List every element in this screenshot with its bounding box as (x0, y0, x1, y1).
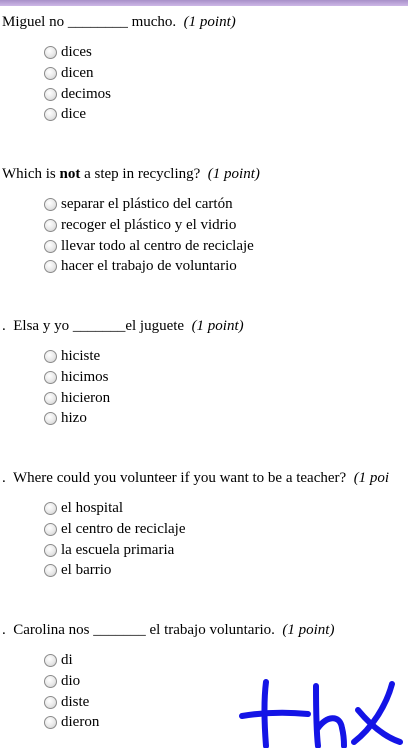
radio-button[interactable] (44, 412, 57, 425)
question-3-points: (1 point) (191, 318, 244, 334)
option-centro[interactable] (44, 519, 186, 539)
option-llevar[interactable] (44, 236, 254, 256)
option-label: separar el plástico del cartón (61, 196, 233, 212)
question-2-prompt-end: a step in recycling? (80, 166, 201, 182)
question-2-prompt-bold: not (59, 166, 81, 182)
option-label: hicimos (61, 369, 109, 385)
radio-button[interactable] (44, 564, 57, 577)
option-hicieron[interactable] (44, 388, 110, 408)
option-recoger[interactable] (44, 215, 236, 235)
radio-button[interactable] (44, 67, 57, 80)
radio-button[interactable] (44, 198, 57, 211)
option-barrio[interactable] (44, 560, 111, 580)
option-dice[interactable] (44, 104, 86, 124)
option-label: dicen (61, 65, 94, 81)
question-4-text (2, 469, 389, 487)
radio-button[interactable] (44, 696, 57, 709)
radio-button[interactable] (44, 88, 57, 101)
option-diste[interactable] (44, 692, 89, 712)
radio-button[interactable] (44, 350, 57, 363)
question-4-prompt: Where could you volunteer if you want to be a teacher? (12, 470, 347, 486)
radio-button[interactable] (44, 716, 57, 729)
question-2-points: (1 point) (207, 166, 260, 182)
handwriting-t-cross (242, 713, 308, 716)
option-dices[interactable] (44, 42, 92, 62)
option-separar[interactable] (44, 194, 233, 214)
option-dio[interactable] (44, 671, 80, 691)
question-3-prompt: Elsa y yo _______el juguete (13, 318, 185, 334)
question-4-number-fragment: . (2, 470, 6, 486)
option-hiciste[interactable] (44, 346, 100, 366)
option-hacer[interactable] (44, 256, 237, 276)
option-label: el hospital (61, 500, 124, 516)
question-4-points: (1 poi (353, 470, 390, 486)
radio-button[interactable] (44, 654, 57, 667)
handwriting-h-stem (316, 686, 318, 746)
radio-button[interactable] (44, 675, 57, 688)
radio-button[interactable] (44, 371, 57, 384)
question-2-text (2, 165, 260, 183)
question-1-text (2, 13, 236, 31)
question-1-points: (1 point) (183, 14, 236, 30)
option-decimos[interactable] (44, 84, 111, 104)
question-3-number-fragment: . (2, 318, 6, 334)
question-2-prompt-start: Which is (2, 166, 60, 182)
handwriting-h-arch (318, 718, 344, 746)
handwritten-thx-annotation (236, 676, 404, 748)
option-di[interactable] (44, 650, 73, 670)
radio-button[interactable] (44, 108, 57, 121)
radio-button[interactable] (44, 544, 57, 557)
option-hizo[interactable] (44, 408, 87, 428)
option-hicimos[interactable] (44, 367, 109, 387)
radio-button[interactable] (44, 240, 57, 253)
option-label: hiciste (61, 348, 101, 364)
radio-button[interactable] (44, 46, 57, 59)
option-label: dices (61, 44, 92, 60)
option-label: diste (61, 694, 90, 710)
option-label: decimos (61, 86, 111, 102)
question-3-text (2, 317, 244, 335)
radio-button[interactable] (44, 502, 57, 515)
option-label: di (61, 652, 73, 668)
option-label: hizo (61, 410, 87, 426)
question-5-text (2, 621, 334, 639)
option-dicen[interactable] (44, 63, 93, 83)
radio-button[interactable] (44, 219, 57, 232)
option-hospital[interactable] (44, 498, 123, 518)
question-5-number-fragment: . (2, 622, 6, 638)
radio-button[interactable] (44, 260, 57, 273)
option-label: dieron (61, 714, 100, 730)
option-label: hicieron (61, 390, 111, 406)
option-label: la escuela primaria (61, 542, 175, 558)
option-escuela[interactable] (44, 540, 174, 560)
option-label: el barrio (61, 562, 112, 578)
option-label: recoger el plástico y el vidrio (61, 217, 237, 233)
option-label: el centro de reciclaje (61, 521, 186, 537)
option-label: dio (61, 673, 81, 689)
option-label: hacer el trabajo de voluntario (61, 258, 237, 274)
question-5-prompt: Carolina nos _______ el trabajo voluntario. (13, 622, 275, 638)
question-1-prompt: Miguel no ________ mucho. (2, 14, 177, 30)
option-label: llevar todo al centro de reciclaje (61, 238, 254, 254)
window-top-bar (0, 0, 408, 6)
question-5-points: (1 point) (282, 622, 335, 638)
option-label: dice (61, 106, 86, 122)
radio-button[interactable] (44, 392, 57, 405)
option-dieron[interactable] (44, 712, 99, 732)
radio-button[interactable] (44, 523, 57, 536)
